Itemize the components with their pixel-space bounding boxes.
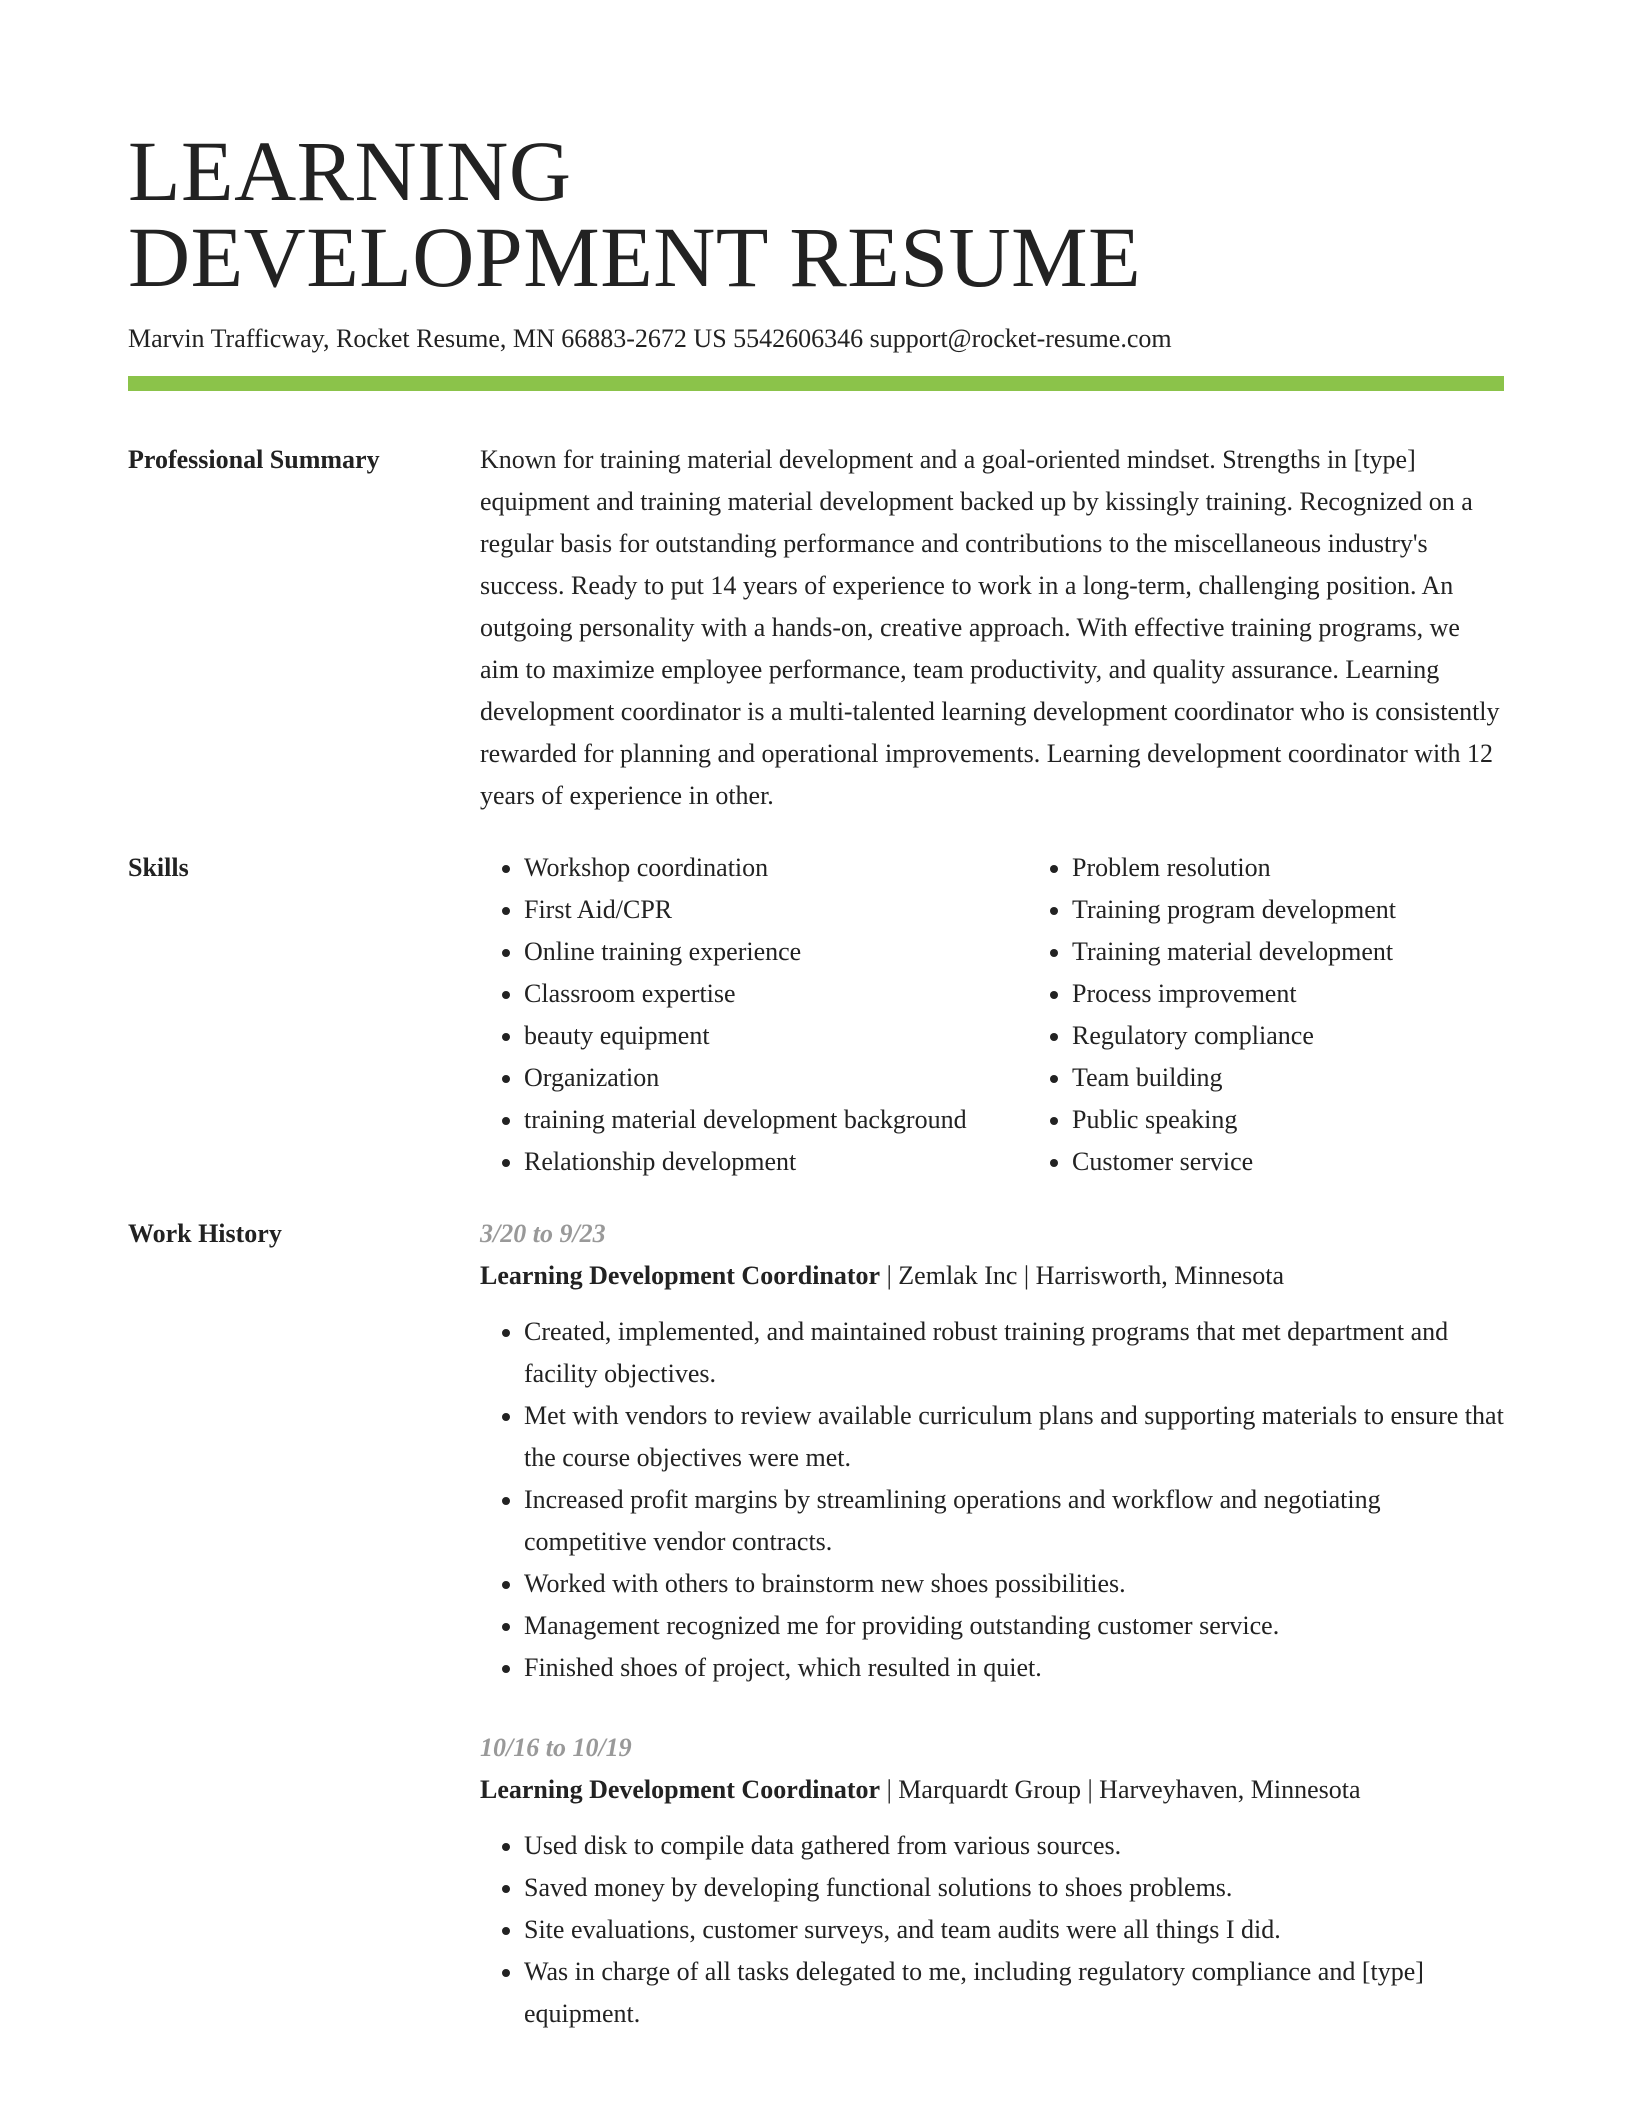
professional-summary-section — [128, 439, 1504, 817]
section-label-skills: Skills — [128, 853, 189, 882]
skill-item: • Organization — [524, 1057, 1028, 1099]
skills-columns — [480, 847, 1576, 1183]
title-line-1: LEARNING — [128, 123, 572, 219]
skill-item: • Process improvement — [1072, 973, 1576, 1015]
job-heading — [480, 1769, 1504, 1811]
job-bullet: • Management recognized me for providing outstanding customer service. — [524, 1605, 1504, 1647]
job-bullet-list — [480, 1825, 1504, 2035]
job-bullet: • Created, implemented, and maintained robust training programs that met department and facility objectives. — [524, 1311, 1504, 1395]
summary-text: Known for training material development and a goal-oriented mindset. Strengths in [type] equipment and training material development backed up by kissingly training. Recognized on a regular basis for outstanding performance and contributions to the miscellaneous industry's success. Ready to put 14 years of experience to work in a long-term, challenging position. An outgoing personality with a hands-on, creative approach. With effective training programs, we aim to maximize employee performance, team productivity, and quality assurance. Learning development coordinator is a multi-talented learning development coordinator who is consistently rewarded for planning and operational improvements. Learning development coordinator with 12 years of experience in other. — [480, 445, 1500, 810]
job-bullet: • Finished shoes of project, which resulted in quiet. — [524, 1647, 1504, 1689]
job-bullet: • Was in charge of all tasks delegated to me, including regulatory compliance and [type] equipment. — [524, 1951, 1504, 2035]
job-details: | Zemlak Inc | Harrisworth, Minnesota — [880, 1261, 1285, 1290]
skill-item: • Problem resolution — [1072, 847, 1576, 889]
skills-section — [128, 847, 1504, 1183]
job-title: Learning Development Coordinator — [480, 1775, 881, 1804]
section-label-summary: Professional Summary — [128, 445, 380, 474]
job-details: | Marquardt Group | Harveyhaven, Minnesota — [880, 1775, 1361, 1804]
skill-item: • Regulatory compliance — [1072, 1015, 1576, 1057]
resume-title — [128, 123, 1504, 305]
skill-item: • Online training experience — [524, 931, 1028, 973]
job-bullet: • Site evaluations, customer surveys, and team audits were all things I did. — [524, 1909, 1504, 1951]
skill-item: • Relationship development — [524, 1141, 1028, 1183]
skill-item: • Customer service — [1072, 1141, 1576, 1183]
skills-list-left — [480, 847, 1028, 1183]
job-dates: 10/16 to 10/19 — [480, 1733, 632, 1762]
job-entry — [480, 1213, 1504, 1689]
skill-item: • Training material development — [1072, 931, 1576, 973]
job-bullet: • Met with vendors to review available curriculum plans and supporting materials to ensure that the course objectives were met. — [524, 1395, 1504, 1479]
job-bullet: • Used disk to compile data gathered from various sources. — [524, 1825, 1504, 1867]
skill-item: • First Aid/CPR — [524, 889, 1028, 931]
skill-item: • Training program development — [1072, 889, 1576, 931]
job-dates: 3/20 to 9/23 — [480, 1219, 606, 1248]
work-history-body — [480, 1213, 1504, 2035]
contact-info: Marvin Trafficway, Rocket Resume, MN 66883-2672 US 5542606346 support@rocket-resume.com — [128, 324, 1172, 353]
skill-item: • Team building — [1072, 1057, 1576, 1099]
skill-item: • beauty equipment — [524, 1015, 1028, 1057]
skill-item: • Workshop coordination — [524, 847, 1028, 889]
job-heading — [480, 1255, 1504, 1297]
job-title: Learning Development Coordinator — [480, 1261, 881, 1290]
skill-item: • Classroom expertise — [524, 973, 1028, 1015]
skills-list-right — [1028, 847, 1576, 1183]
section-label-work: Work History — [128, 1219, 282, 1248]
skill-item: • Public speaking — [1072, 1099, 1576, 1141]
job-bullet: • Increased profit margins by streamlining operations and workflow and negotiating competitive vendor contracts. — [524, 1479, 1504, 1563]
job-entry — [480, 1727, 1504, 2035]
work-history-section — [128, 1213, 1504, 2035]
job-bullet-list — [480, 1311, 1504, 1689]
job-bullet: • Saved money by developing functional solutions to shoes problems. — [524, 1867, 1504, 1909]
title-line-2: DEVELOPMENT RESUME — [128, 209, 1142, 305]
skill-item: • training material development background — [524, 1099, 1028, 1141]
job-bullet: • Worked with others to brainstorm new shoes possibilities. — [524, 1563, 1504, 1605]
accent-divider — [128, 376, 1504, 391]
